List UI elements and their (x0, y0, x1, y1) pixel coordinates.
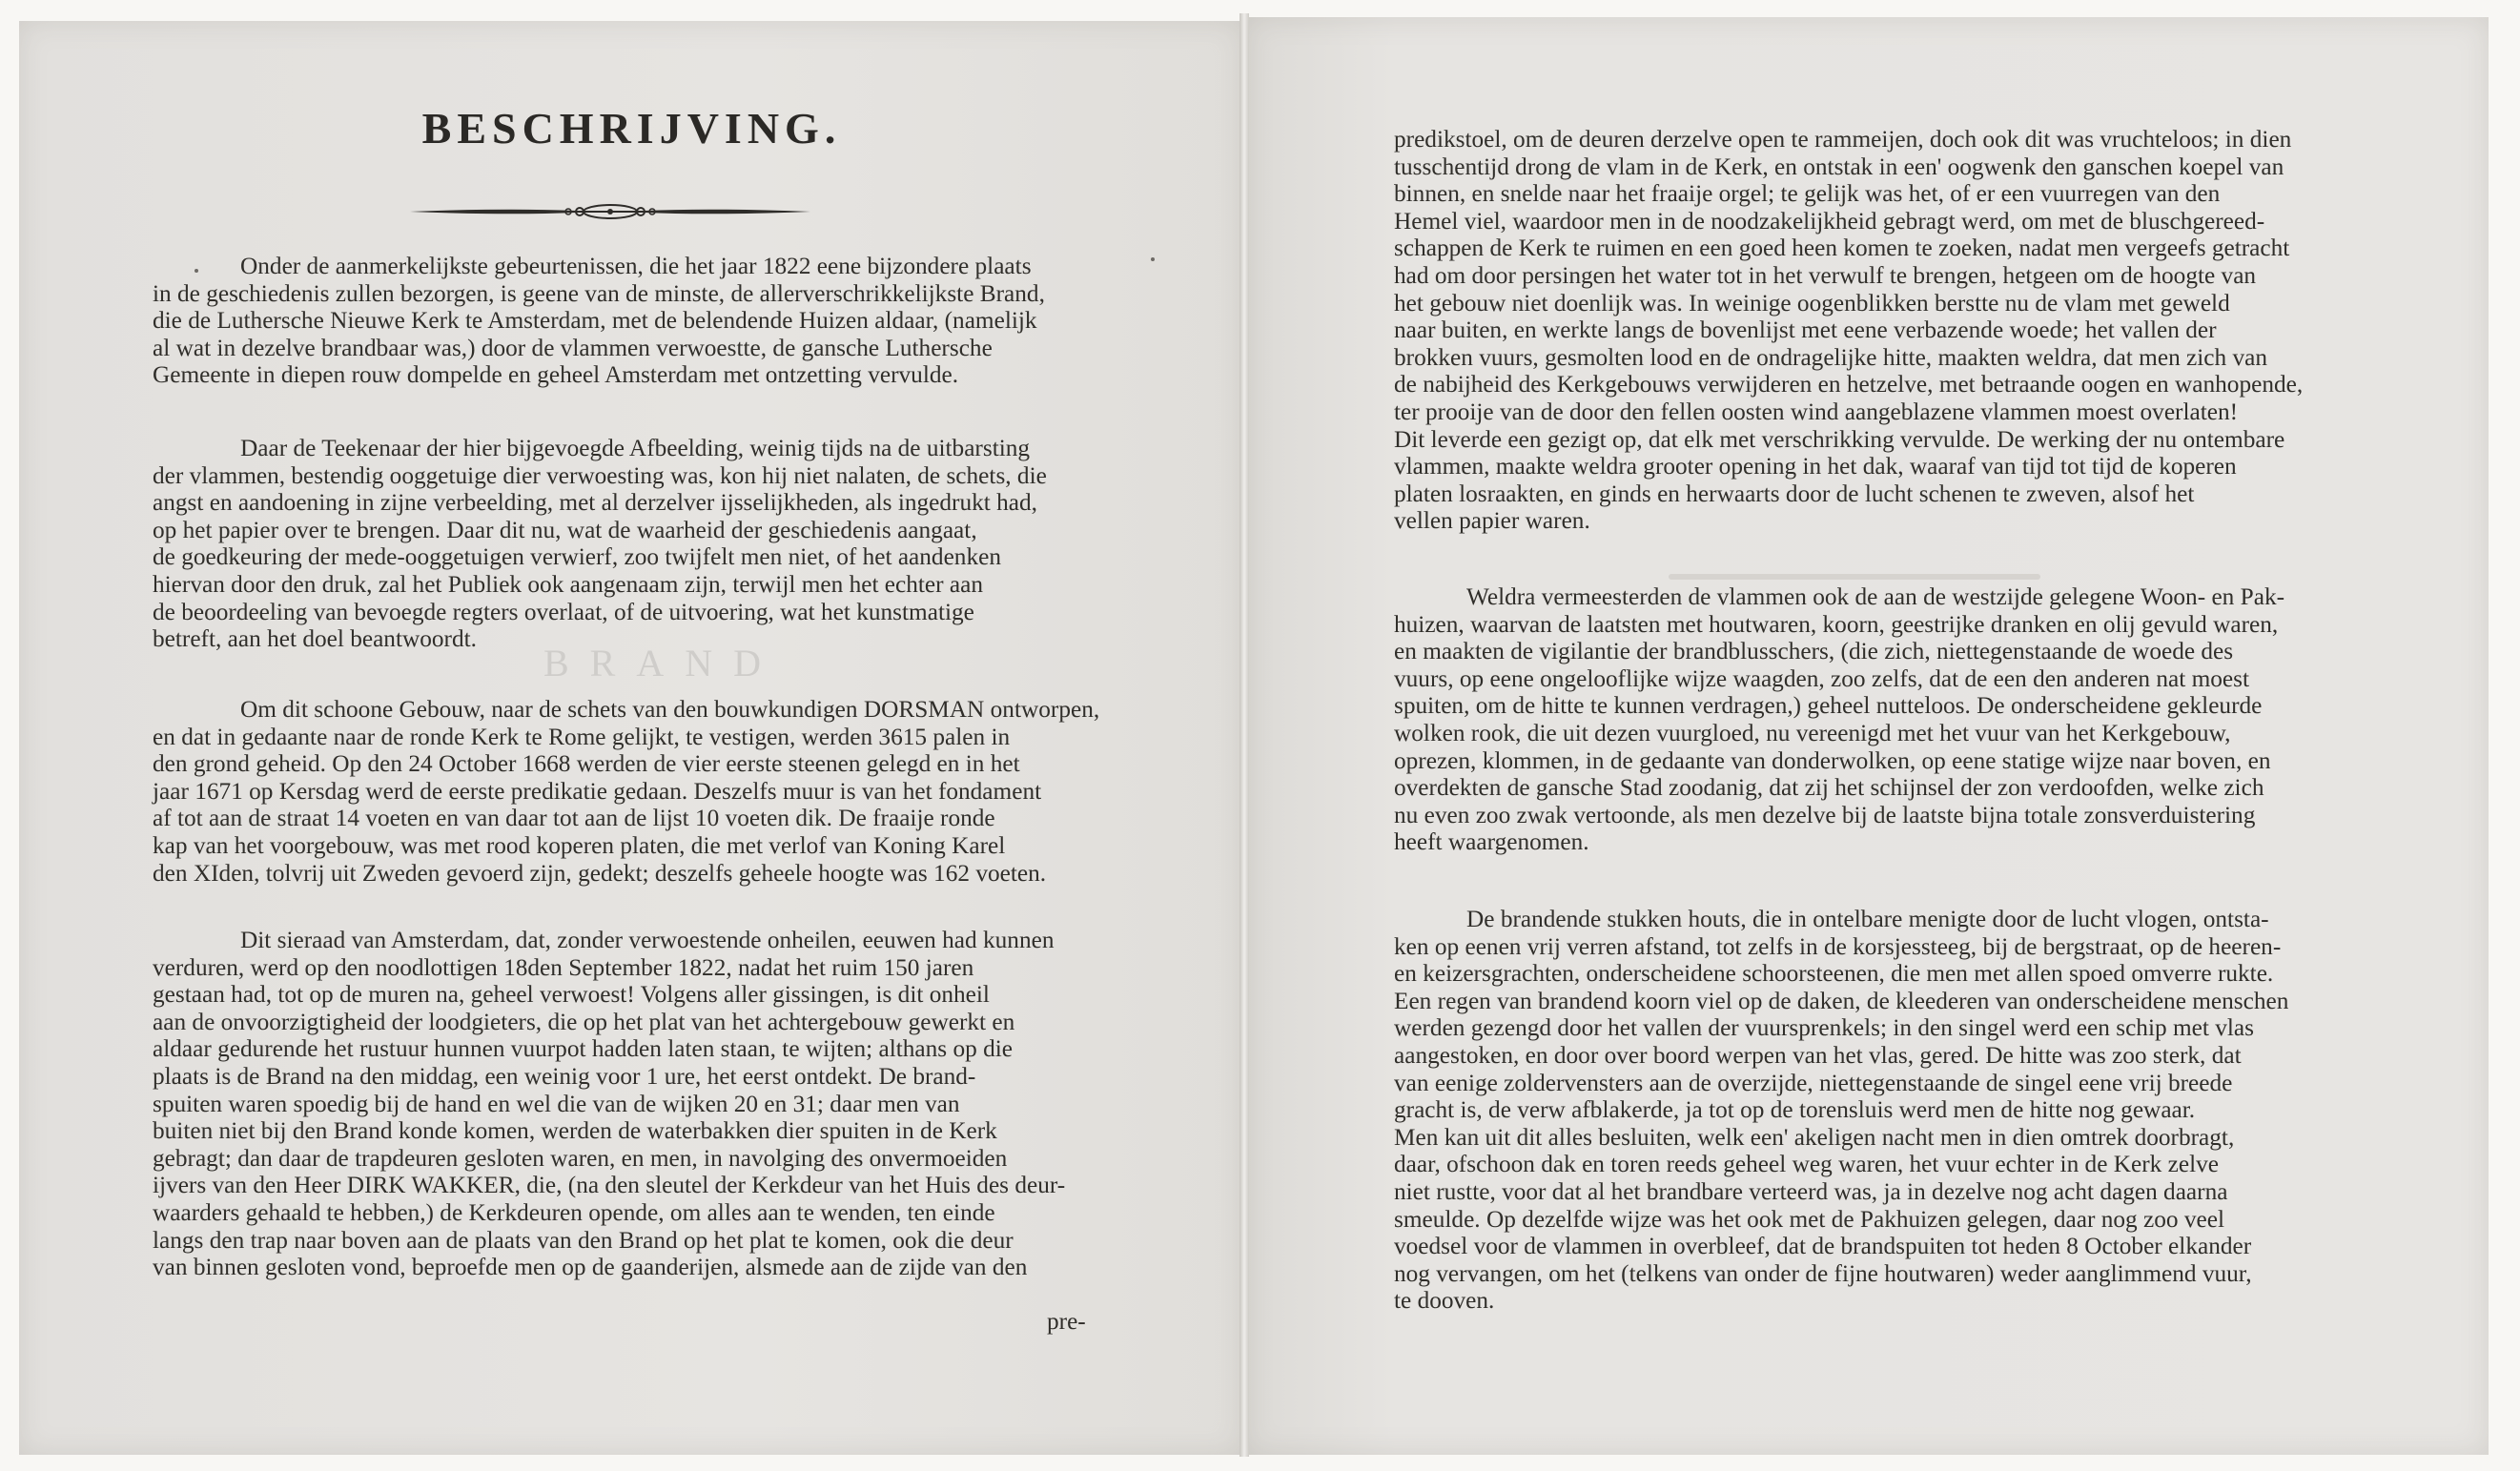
text-line: Men kan uit dit alles besluiten, welk een' akeligen nacht men in dien omtrek doorbragt, (1394, 1123, 2235, 1151)
text-line: aan de onvoorzigtigheid der loodgieters, die op het plat van het achtergebouw gewerkt en (153, 1008, 1015, 1035)
text-line: aangestoken, en door over boord werpen van het vlas, gered. De hitte was zoo sterk, dat (1394, 1041, 2242, 1069)
text-line: den XIden, tolvrij uit Zweden gevoerd zijn, gedekt; deszelfs geheele hoogte was 162 voeten. (153, 859, 1047, 887)
text-line: spuiten, om de hitte te kunnen verdragen,) geheel nutteloos. De onderscheidene gekleurde (1394, 692, 2263, 720)
text-line: te dooven. (1394, 1287, 1495, 1315)
text-line: af tot aan de straat 14 voeten en van daar tot aan de lijst 10 voeten dik. De fraaije ronde (153, 805, 995, 832)
text-line: wolken rook, die uit dezen vuurgloed, nu vereenigd met het vuur van het Kerkgebouw, (1394, 719, 2231, 746)
text-line: plaats is de Brand na den middag, een weinig voor 1 ure, het eerst ontdekt. De brand- (153, 1062, 976, 1090)
text-line: schappen de Kerk te ruimen en een goed heen komen te zoeken, nadat men vergeefs getracht (1394, 235, 2290, 262)
catchword: pre- (1047, 1308, 1086, 1335)
text-line: tusschentijd drong de vlam in de Kerk, en ontstak in een' oogwenk den ganschen koepel van (1394, 153, 2284, 180)
text-line: spuiten waren spoedig bij de hand en wel die van de wijken 20 en 31; daar men van (153, 1090, 960, 1117)
text-line: buiten niet bij den Brand konde komen, werden de waterbakken dier spuiten in de Kerk (153, 1117, 997, 1145)
text-line: werden gezengd door het vallen der vuursprenkels; in den singel werd een schip met vlas (1394, 1014, 2254, 1042)
text-line: oprezen, klommen, in de gedaante van donderwolken, op eene statige wijze naar boven, en (1394, 746, 2271, 774)
left-paragraph-1 (153, 253, 1106, 389)
offset-mark (1669, 574, 2040, 580)
left-paragraph-2 (153, 435, 1106, 653)
text-line: Dit leverde een gezigt op, dat elk met verschrikking vervulde. De werking der nu ontembare (1394, 425, 2285, 453)
text-line: Onder de aanmerkelijkste gebeurtenissen, die het jaar 1822 eene bijzondere plaats (240, 253, 1032, 279)
text-line: platen losraakten, en ginds en herwaarts door de lucht schenen te zweven, alsof het (1394, 480, 2195, 507)
text-line: heeft waargenomen. (1394, 828, 1589, 856)
right-paragraph-3 (1394, 906, 2347, 1315)
right-paragraph-2 (1394, 583, 2347, 856)
text-line: de nabijheid des Kerkgebouws verwijderen en hetzelve, met betraande oogen en wanhopende, (1394, 371, 2304, 398)
text-line: van eenige zoldervensters aan de overzijde, niettegenstaande de singel eene vrij breede (1394, 1069, 2233, 1096)
text-line: waarders gehaald te hebben,) de Kerkdeuren opende, om alles aan te wenden, ten einde (153, 1198, 995, 1226)
text-line: op het papier over te brengen. Daar dit nu, wat de waarheid der geschiedenis aangaat, (153, 516, 977, 543)
text-line: brokken vuurs, gesmolten lood en de ondragelijke hitte, maakten weldra, dat men zich van (1394, 343, 2268, 371)
ornament-divider-icon (410, 200, 810, 223)
left-paragraph-4 (153, 927, 1106, 1281)
text-line: Een regen van brandend koorn viel op de daken, de kleederen van onderscheidene menschen (1394, 987, 2289, 1014)
text-line: van binnen gesloten vond, beproefde men op de gaanderijen, alsmede aan de zijde van den (153, 1254, 1028, 1281)
text-line: al wat in dezelve brandbaar was,) door de vlammen verwoestte, de gansche Luthersche (153, 334, 993, 361)
text-line: Weldra vermeesterden de vlammen ook de aan de westzijde gelegene Woon- en Pak- (1466, 583, 2285, 610)
text-line: Gemeente in diepen rouw dompelde en geheel Amsterdam met ontzetting vervulde. (153, 361, 959, 389)
ink-speck (1151, 257, 1155, 261)
text-line: de goedkeuring der mede-ooggetuigen verwierf, zoo twijfelt men niet, of het aandenken (153, 543, 1001, 571)
text-line: naar buiten, en werkte langs de bovenlijst met eene verbazende woede; het vallen der (1394, 317, 2217, 344)
left-paragraph-3 (153, 696, 1106, 887)
text-line: voedsel voor de vlammen in overbleef, dat de brandspuiten tot heden 8 October elkander (1394, 1233, 2252, 1260)
text-line: vellen papier waren. (1394, 507, 1590, 535)
text-line: gracht is, de verw afblakerde, ja tot op de torensluis werd men de hitte nog gewaar. (1394, 1096, 2196, 1124)
text-line: niet rustte, voor dat al het brandbare verteerd was, ja in dezelve nog acht dagen daarna (1394, 1177, 2228, 1205)
text-line: verduren, werd op den noodlottigen 18den September 1822, nadat het ruim 150 jaren (153, 953, 974, 981)
text-line: hiervan door den druk, zal het Publiek ook aangenaam zijn, terwijl men het echter aan (153, 570, 984, 598)
show-through-text: BRAND (543, 642, 783, 684)
text-line: binnen, en snelde naar het fraaije orgel; te gelijk was het, of er een vuurregen van den (1394, 180, 2221, 208)
text-line: nu even zoo zwak vertoonde, als men dezelve bij de laatste bijna totale zonsverduistering (1394, 801, 2256, 828)
text-line: kap van het voorgebouw, was met rood koperen platen, die met verlof van Koning Karel (153, 831, 1006, 859)
text-line: predikstoel, om de deuren derzelve open te rammeijen, doch ook dit was vruchteloos; in dien (1394, 126, 2292, 153)
text-line: daar, ofschoon dak en toren reeds geheel weg waren, het vuur echter in de Kerk zelve (1394, 1151, 2220, 1178)
text-line: ijvers van den Heer DIRK WAKKER, die, (na den sleutel der Kerkdeur van het Huis des deur- (153, 1172, 1066, 1199)
text-line: der vlammen, bestendig ooggetuige dier verwoesting was, kon hij niet nalaten, de schets, die (153, 461, 1047, 489)
right-paragraph-1 (1394, 126, 2347, 535)
text-line: vlammen, maakte weldra grooter opening in het dak, waaraf van tijd tot tijd de koperen (1394, 453, 2237, 480)
page-gutter (1240, 13, 1249, 1457)
text-line: den grond geheid. Op den 24 October 1668 werden de vier eerste steenen gelegd en in het (153, 750, 1020, 778)
text-line: Daar de Teekenaar der hier bijgevoegde Afbeelding, weinig tijds na de uitbarsting (240, 435, 1031, 461)
text-line: gebragt; dan daar de trapdeuren gesloten waren, en men, in navolging des onvermoeiden (153, 1144, 1008, 1172)
text-line: Dit sieraad van Amsterdam, dat, zonder verwoestende onheilen, eeuwen had kunnen (240, 927, 1055, 953)
text-line: en maakten de vigilantie der brandblusschers, (die zich, niettegenstaande de woede des (1394, 638, 2234, 665)
text-line: in de geschiedenis zullen bezorgen, is geene van de minste, de allerverschrikkelijkste Brand, (153, 279, 1045, 307)
text-line: ken op eenen vrij verren afstand, tot zelfs in de korsjessteeg, bij de bergstraat, op de heeren- (1394, 932, 2282, 960)
text-line: overdekten de gansche Stad zoodanig, dat zij het schijnsel der zon verdoofden, welke zich (1394, 774, 2264, 802)
text-line: ter prooije van de door den fellen oosten wind aangeblazene vlammen moest overlaten! (1394, 398, 2239, 425)
text-line: De brandende stukken houts, die in ontelbare menigte door de lucht vlogen, ontsta- (1466, 906, 2269, 932)
text-line: nog vervangen, om het (telkens van onder de fijne houtwaren) weder aanglimmend vuur, (1394, 1259, 2252, 1287)
text-line: het gebouw niet doenlijk was. In weinige oogenblikken berstte nu de vlam met geweld (1394, 289, 2230, 317)
text-line: de beoordeeling van bevoegde regters overlaat, of de uitvoering, wat het kunstmatige (153, 598, 974, 625)
text-line: Hemel viel, waardoor men in de noodzakelijkheid gebragt werd, om met de bluschgereed- (1394, 207, 2265, 235)
text-line: Om dit schoone Gebouw, naar de schets van den bouwkundigen DORSMAN ontworpen, (240, 696, 1100, 723)
text-line: smeulde. Op dezelfde wijze was het ook met de Pakhuizen gelegen, daar nog zoo veel (1394, 1205, 2225, 1233)
text-line: jaar 1671 op Kersdag werd de eerste predikatie gedaan. Deszelfs muur is van het fondament (153, 777, 1042, 805)
text-line: had om door persingen het water tot in het verwulf te brengen, hetgeen om de hoogte van (1394, 261, 2257, 289)
text-line: langs den trap naar boven aan de plaats van den Brand op het plat te komen, ook die deur (153, 1226, 1014, 1254)
text-line: aldaar gedurende het rustuur hunnen vuurpot hadden laten staan, te wijten; althans op die (153, 1035, 1013, 1063)
text-line: angst en aandoening in zijne verbeelding, met al derzelver ijsselijkheden, als ingedrukt had, (153, 489, 1037, 517)
text-line: vuurs, op eene ongelooflijke wijze waagden, zoo zelfs, dat de een den anderen nat moest (1394, 664, 2249, 692)
text-line: huizen, waarvan de laatsten met houtwaren, koorn, geestrijke dranken en olij gevuld waren, (1394, 610, 2279, 638)
text-line: en dat in gedaante naar de ronde Kerk te Rome gelijkt, te vestigen, werden 3615 palen in (153, 723, 1011, 750)
text-line: gestaan had, tot op de muren na, geheel verwoest! Volgens aller gissingen, is dit onheil (153, 981, 990, 1009)
page-title: BESCHRIJVING. (421, 104, 842, 153)
text-line: en keizersgrachten, onderscheidene schoorsteenen, die men met allen spoed omverre rukte. (1394, 960, 2274, 988)
text-line: die de Luthersche Nieuwe Kerk te Amsterdam, met de belendende Huizen aldaar, (namelijk (153, 307, 1037, 335)
text-line: betreft, aan het doel beantwoordt. (153, 625, 477, 653)
